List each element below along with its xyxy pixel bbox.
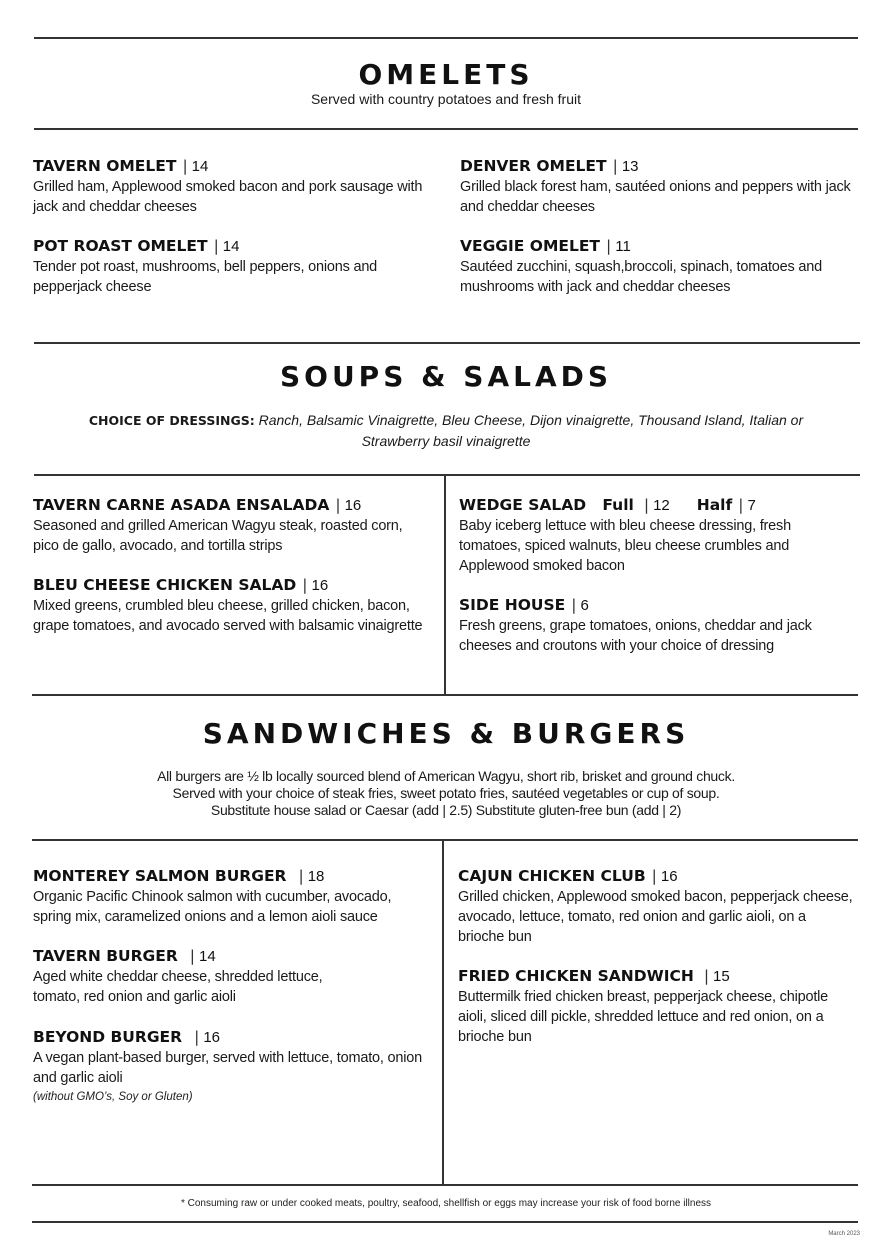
divider xyxy=(32,1221,858,1223)
item-price: 16 xyxy=(660,868,678,885)
burger-info-line: All burgers are ½ lb locally sourced blend of American Wagyu, short rib, brisket and ground chuck. xyxy=(157,768,735,784)
item-name: TAVERN CARNE ASADA ENSALADA xyxy=(33,496,330,514)
menu-date: March 2023 xyxy=(828,1231,860,1237)
menu-item: TAVERN OMELET | 14 Grilled ham, Applewood smoked bacon and pork sausage with jack and cheddar cheeses xyxy=(33,156,433,217)
item-price: 6 xyxy=(580,597,589,614)
column-divider xyxy=(444,475,446,696)
item-name: BEYOND BURGER xyxy=(33,1028,183,1046)
column-divider xyxy=(442,840,444,1185)
menu-item: TAVERN BURGER | 14 Aged white cheddar cheese, shredded lettuce, tomato, red onion and garlic aioli xyxy=(33,946,373,1007)
item-price: 14 xyxy=(191,158,209,175)
item-description: A vegan plant-based burger, served with lettuce, tomato, onion and garlic aioli xyxy=(33,1050,423,1086)
item-description: Tender pot roast, mushrooms, bell peppers, onions and pepperjack cheese xyxy=(33,259,378,295)
burger-info-line: Substitute house salad or Caesar (add | 2.5) Substitute gluten-free bun (add | 2) xyxy=(210,802,682,818)
menu-item: DENVER OMELET | 13 Grilled black forest ham, sautéed onions and peppers with jack and cheddar cheeses xyxy=(460,156,860,217)
item-description: Grilled ham, Applewood smoked bacon and pork sausage with jack and cheddar cheeses xyxy=(33,179,423,215)
divider xyxy=(34,37,858,39)
dressings-options: Ranch, Balsamic Vinaigrette, Bleu Cheese, Dijon vinaigrette, Thousand Island, Italian or Strawberry basil vinaigrette xyxy=(258,412,804,449)
item-name: POT ROAST OMELET xyxy=(33,237,208,255)
item-name: TAVERN BURGER xyxy=(33,947,178,965)
menu-item: MONTEREY SALMON BURGER | 18 Organic Pacific Chinook salmon with cucumber, avocado, spring mix, caramelized onions and a lemon aioli sauce xyxy=(33,866,403,927)
item-description: Grilled chicken, Applewood smoked bacon, pepperjack cheese, avocado, lettuce, tomato, red onion and garlic aioli, on a brioche bun xyxy=(458,889,853,945)
item-price: 14 xyxy=(199,948,216,965)
item-description: Buttermilk fried chicken breast, pepperjack cheese, chipotle aioli, sliced dill pickle, shredded lettuce and red onion, on a brioche bun xyxy=(458,989,829,1045)
omelets-subtitle: Served with country potatoes and fresh fruit xyxy=(310,91,582,107)
divider xyxy=(34,342,860,344)
item-price: 15 xyxy=(713,968,730,985)
item-name: MONTEREY SALMON BURGER xyxy=(33,867,287,885)
menu-item: WEDGE SALAD Full | 12 Half | 7 Baby iceberg lettuce with bleu cheese dressing, fresh tomatoes, spiced walnuts, bleu cheese crumbles and Applewood smoked bacon xyxy=(459,495,854,576)
item-description: Aged white cheddar cheese, shredded lettuce, tomato, red onion and garlic aioli xyxy=(33,969,323,1005)
half-price: 7 xyxy=(747,497,756,514)
item-name: VEGGIE OMELET xyxy=(460,237,601,255)
item-price: 16 xyxy=(344,497,362,514)
item-name: CAJUN CHICKEN CLUB xyxy=(458,867,646,885)
menu-item: TAVERN CARNE ASADA ENSALADA | 16 Seasoned and grilled American Wagyu steak, roasted corn, pico de gallo, avocado, and tortilla strips xyxy=(33,495,423,556)
item-description: Sautéed zucchini, squash,broccoli, spinach, tomatoes and mushrooms with jack and cheddar cheeses xyxy=(460,259,822,295)
divider xyxy=(32,1184,858,1186)
item-price: 11 xyxy=(615,238,631,255)
item-description: Grilled black forest ham, sautéed onions and peppers with jack and cheddar cheeses xyxy=(460,179,851,215)
item-price: 16 xyxy=(203,1029,220,1046)
menu-item: SIDE HOUSE | 6 Fresh greens, grape tomatoes, onions, cheddar and jack cheeses and croutons with your choice of dressing xyxy=(459,595,859,656)
menu-item: BLEU CHEESE CHICKEN SALAD | 16 Mixed greens, crumbled bleu cheese, grilled chicken, bacon, grape tomatoes, and avocado served with balsamic vinaigrette xyxy=(33,575,438,636)
dressings-info xyxy=(60,410,832,451)
menu-item: FRIED CHICKEN SANDWICH | 15 Buttermilk fried chicken breast, pepperjack cheese, chipotle aioli, sliced dill pickle, shredded lettuce and red onion, on a brioche bun xyxy=(458,966,858,1047)
item-price: 16 xyxy=(311,577,329,594)
section-title-omelets: OMELETS xyxy=(358,58,534,91)
full-price: 12 xyxy=(653,497,670,514)
item-description: Fresh greens, grape tomatoes, onions, cheddar and jack cheeses and croutons with your choice of dressing xyxy=(459,618,812,654)
divider xyxy=(34,474,860,476)
item-name: WEDGE SALAD xyxy=(459,496,587,514)
item-price: 13 xyxy=(621,158,639,175)
item-note: (without GMO’s, Soy or Gluten) xyxy=(33,1091,193,1103)
item-description: Organic Pacific Chinook salmon with cucumber, avocado, spring mix, caramelized onions and a lemon aioli sauce xyxy=(33,889,392,925)
divider xyxy=(34,128,858,130)
food-safety-disclaimer: * Consuming raw or under cooked meats, poultry, seafood, shellfish or eggs may increase your risk of food borne illness xyxy=(180,1198,712,1209)
burger-info-line: Served with your choice of steak fries, sweet potato fries, sautéed vegetables or cup of soup. xyxy=(172,785,720,801)
item-name: FRIED CHICKEN SANDWICH xyxy=(458,967,694,985)
menu-item: VEGGIE OMELET | 11 Sautéed zucchini, squash,broccoli, spinach, tomatoes and mushrooms with jack and cheddar cheeses xyxy=(460,236,840,297)
item-name: SIDE HOUSE xyxy=(459,596,566,614)
section-title-soups-salads: SOUPS & SALADS xyxy=(279,360,613,393)
item-price: 18 xyxy=(307,868,325,885)
half-label: Half xyxy=(696,496,733,514)
item-price: 14 xyxy=(222,238,240,255)
item-name: BLEU CHEESE CHICKEN SALAD xyxy=(33,576,297,594)
menu-item: CAJUN CHICKEN CLUB | 16 Grilled chicken, Applewood smoked bacon, pepperjack cheese, avocado, lettuce, tomato, red onion and garlic aioli, on a brioche bun xyxy=(458,867,853,945)
burger-info xyxy=(0,768,892,819)
item-description: Baby iceberg lettuce with bleu cheese dressing, fresh tomatoes, spiced walnuts, bleu cheese crumbles and Applewood smoked bacon xyxy=(459,518,791,574)
item-description: Mixed greens, crumbled bleu cheese, grilled chicken, bacon, grape tomatoes, and avocado served with balsamic vinaigrette xyxy=(33,598,423,634)
divider xyxy=(32,839,858,841)
menu-item: BEYOND BURGER | 16 A vegan plant-based burger, served with lettuce, tomato, onion and garlic aioli (without GMO’s, Soy or Gluten) xyxy=(33,1027,433,1106)
item-description: Seasoned and grilled American Wagyu steak, roasted corn, pico de gallo, avocado, and tortilla strips xyxy=(33,518,403,554)
section-title-sandwiches-burgers: SANDWICHES & BURGERS xyxy=(202,717,690,750)
item-name: TAVERN OMELET xyxy=(33,157,177,175)
full-label: Full xyxy=(602,496,634,514)
dressings-label: CHOICE OF DRESSINGS: xyxy=(88,413,255,428)
item-name: DENVER OMELET xyxy=(460,157,607,175)
divider xyxy=(32,694,858,696)
menu-item: POT ROAST OMELET | 14 Tender pot roast, mushrooms, bell peppers, onions and pepperjack cheese xyxy=(33,236,393,297)
